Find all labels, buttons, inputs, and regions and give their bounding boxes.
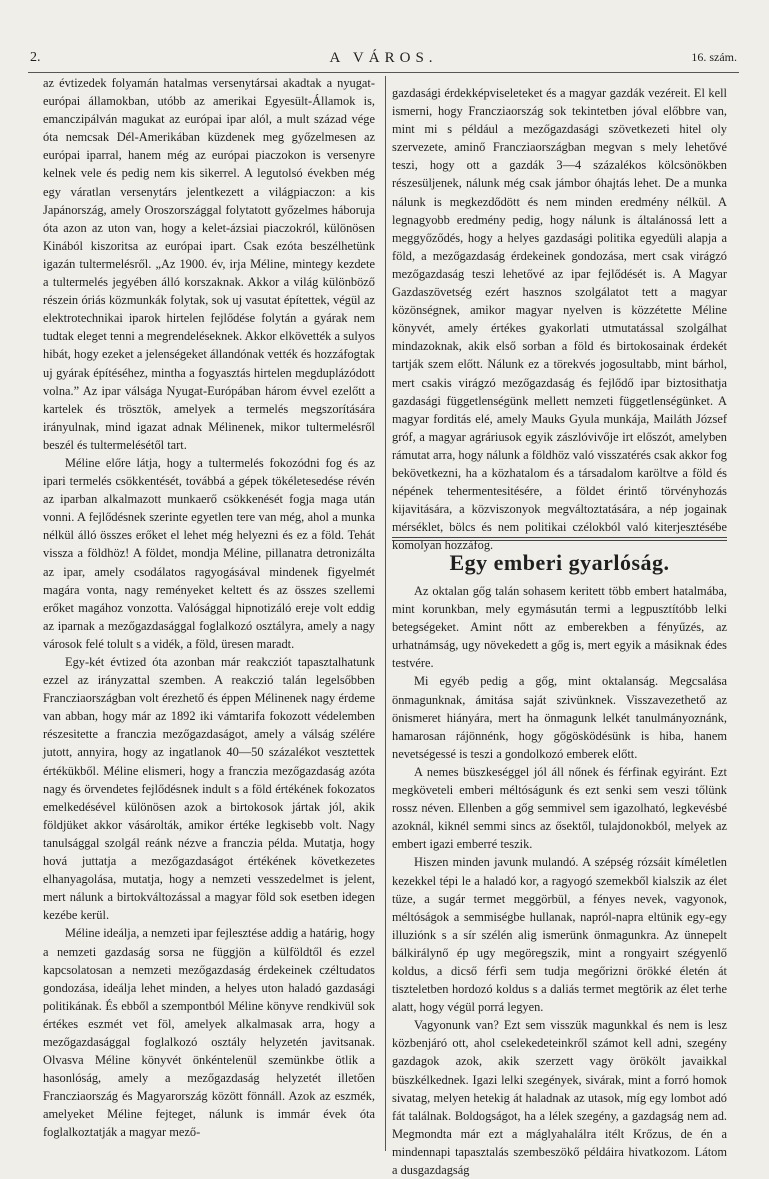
paragraph: A nemes büszkeséggel jól áll nőnek és férfinak egyiránt. Ezt megköveteli emberi méltóságunk és ezt senki sem veszi tőlünk rossz néven. Ellenben a gőg semmivel sem igazolható, legkevésbé azoknál, kiknél semmi sincs az ősektől, tulajdonokból, melyek az embert igazi emberré teszik. <box>392 764 727 852</box>
paragraph: az évtizedek folyamán hatalmas versenytársai akadtak a nyugat-európai államokban, utóbb az amerikai Egyesült-Államok is, emanczipálván magukat az európai ipar alól, a mult század vége óta nemcsak Dél-Amerikában küzdenek meg győzelmesen az európai iparral, hanem még az európai piaczokon is versenyre kelnek vele és pedig nem kis sikerrel. A legutolsó években még egy váratlan versenytárs jelentkezett a világpiaczon: a kis Japánország, amely Oroszországgal folytatott győzelmes háboruja óta azon az uton van, hogy a kelet-ázsiai piaczokról, különösen Kinából kiszoritsa az európai ipart. Csak ezóta beszélhetünk igazán tultermelésről. „Az 1900. év, irja Méline, mintegy kezdete a tultermelés jegyében álló korszaknak. Akkor a világ különböző részein óriás közmunkák folytak, sok uj vasutat építettek, végül az elektrotechnikai iparok hirtelen fejlődése folytán a gyárak nem tudtak eleget tenni a megrendeléseknek. Akkor elkövették a sulyos hibát, hogy ezeket a jelenségeket állandónak vették és hozzáfogtak uj gyárak építéséhez, mintha a fogyasztás hirtelen megduplázódott volna.” Az ipar válsága Nyugat-Európában három évvel ezelőtt a kartelek és trösztök, amelyek a termelés megszorítására irányulnak, mind igazat adnak Mélinenek, mikor tultermelésről beszél és tultermelésétől tart. <box>43 76 375 452</box>
paragraph: gazdasági érdekképviseleteket és a magyar gazdák vezéreit. El kell ismerni, hogy Francziaország sok tekintetben jóval előbbre van, mint mi s például a mezőgazdasági szövetkezeti hitel oly szervezete, aminő Francziaországban megvan s mely lehetővé teszi, hogy ott a gazdák 3—4 százalékos kölcsönökben részesüljenek, nálunk még csak jámbor óhajtás lehet. De a munka nálunk is megkezdődött és nem minden eredmény nélkül. A legnagyobb eredmény pedig, hogy nálunk is általánossá lett a meggyőződés, hogy a helyes gazdasági politika egyedüli alapja a föld, a mezőgazdaság érdekeinek gondozása, mert csak virágzó mezőgazdaság teszi lehetővé az ipar fejlődését is. A Magyar Gazdaszövetség ezért hasznos szolgálatot tett a magyar közönségnek, amikor magyar nyelven is közzétette Méline könyvét, amely értékes gyakorlati utmutatással szolgálhat mindazoknak, akik első sorban a föld és birtokosainak érdekét tartják szem előtt. Nálunk ez a törekvés jogosultabb, mint bárhol, mert csakis virágzó mezőgazdaság és fejlődő ipar biztosithatja gazdasági függetlenségünk mellett nemzeti függetlenségünket. A magyar forditás elé, amely Mauks Gyula munkája, Mailáth József gróf, a magyar agráriusok egyik zászlóvivője irt előszót, amelyben rámutat arra, hogy nálunk a földhöz való visszatérés csak akkor fog bekövetkezni, ha a közhatalom és a társadalom karöltve a föld és népének tehermentesitésére, a földet érintő törvényhozás kijavitására, a közviszonyok megváltoztatására, a nép jogainak mérséklet, bölcs és nem politikai czélokból való kiterjesztésébe komolyan hozzáfog. <box>392 86 727 553</box>
paragraph: Vagyonunk van? Ezt sem visszük magunkkal és nem is lesz közbenjáró ott, ahol cselekedeteinkről számot kell adni, szegény gazdagok azok, akik szerzett vagy örökölt javaikkal büszkélkednek. Igazi lelki szegények, sivárak, mint a forró homok sivatag, melyen hetekig át haladnak az utasok, míg egy lombot adó fát találnak. Boldogságot, ha a lélek szegény, a gazdagság nem ad. Megmondta már ezt a máglyahalálra itélt Krőzus, de én a mindennapi tapasztalás szembeszökő példáira hivatkozom. Látom a dusgazdagság <box>392 1018 727 1177</box>
header-rule <box>28 72 739 73</box>
column-divider <box>385 76 386 1151</box>
paragraph: Egy-két évtized óta azonban már reakcziót tapasztalhatunk ezzel az irányzattal szemben. A reakczió talán legelsőbben Francziaországban volt érezhető és éppen Mélinenek nagy érdeme van abban, hogy már az 1892 iki vámtarifa fokozott védelemben részesitette a franczia mezőgazdaságot, amely a válság szélére jutott, annyira, hogy az ingatlanok 40—50 százalékot vesztettek értékükből. Méline elismeri, hogy a franczia mezőgazdaság azóta nagy és örvendetes fejlődésnek indult s a föld értékének fokozatos emelkedésével különösen azok a birtokosok jártak jól, akik földjüket akkor vásárolták, amikor értéke legkisebb volt. Nagy tanulsággal szolgál reánk nézve a franczia példa. Mutatja, hogy hová juttatja a mezőgazdaságot értékének következetes elhanyagolása, mutatja, hogy a nemzeti vesszedelmet is jelent, mert nálunk a birtokváltozással a magyar föld sok esetben idegen kezébe kerül. <box>43 655 375 923</box>
page-number: 2. <box>30 50 41 65</box>
paragraph: Hiszen minden javunk mulandó. A szépség rózsáit kíméletlen kezekkel tépi le a haladó kor, a ragyogó szemekből kialszik az élet tüze, a sugár termet meggörbül, a fényes nevek, vagyonok, méltóságok a semmiségbe hullanak, napról-napra eltünik egy-egy illuziónk s a sír szélén alig ismerünk önmagunkra. Az ünnepelt bálkirálynő ép ugy megöregszik, mint a rongyairt szégyenlő koldus, a dicső férfi sem tudja megőrizni örökké életén át tiszteletben hordozó koldus s a daliás termet megtörik az élet terhe alatt, hogy végül porrá legyen. <box>392 855 727 1015</box>
article-title: Egy emberi gyarlóság. <box>449 550 670 575</box>
issue-number: 16. szám. <box>691 50 737 64</box>
left-column <box>43 74 375 1142</box>
section-rule <box>392 537 727 538</box>
running-header <box>30 50 737 72</box>
newspaper-title: A VÁROS. <box>329 50 438 66</box>
right-column-bottom <box>392 582 727 1179</box>
right-column-top <box>392 84 727 554</box>
paragraph: Méline ideálja, a nemzeti ipar fejlesztése addig a határig, hogy a nemzeti gazdaság sorsa ne függjön a külföldtől és ezzel kapcsolatosan a nemzeti mezőgazdaság érdekeinek czéltudatos gondozása, ideálja lehet minden, a helyes uton haladó gazdasági politikának. És ebből a szempontból Méline könyve rendkivül sok értékes eszmét vet föl, amelyek alkalmasak arra, hogy a mezőgazdasággal foglalkozó osztály helyzetén javitsanak. Olvasva Méline könyvét önkéntelenül szemünkbe ötlik a hasonlóság, amely a mezőgazdaság helyzetét illetően Francziaország és Magyarország között fönnáll. Azok az eszmék, amelyeket Méline fejteget, nálunk is immár évek óta foglalkoztatják a magyar mező- <box>43 926 375 1140</box>
paragraph: Méline előre látja, hogy a tultermelés fokozódni fog és az ipari termelés csökkentését, továbbá a gépek tökéletesedése révén az iparban alkalmazott munkaerő csökkenését fogja maga után vonni. A fejlődésnek szerinte egyetlen tere van még, ahol a munka nélkül álló összes erőket el lehet még helyezni és ez a föld. Tehát vissza a földhöz! A földet, mondja Méline, pillanatra detronizálta az ipar, amely csodálatos ragyogásával mindenek figyelmét magára vonta, nagy reményeket keltett és az összes szellemi erőket magához vonzotta. Valósággal hipnotizáló ereje volt eddig az iparnak a mezőgazdasággal foglalkozó osztályra, amely a nagy városok felé tolult s a vidék, a föld, üresen maradt. <box>43 455 375 651</box>
section-rule <box>392 540 727 541</box>
paragraph: Az oktalan gőg talán sohasem keritett több embert hatalmába, mint korunkban, mely egymásután termi a legpusztítóbb lelki betegségeket. Amint nőtt az emberekben a fényűzés, az urhatnámság, ugy növekedett a gőg is, mert egyik a másiknak édes testvére. <box>392 584 727 671</box>
paragraph: Mi egyéb pedig a gőg, mint oktalanság. Megcsalása önmagunknak, ámitása saját szivünknek. Visszavezethető az önismeret hiányára, mert ha önmagunk lelkét tanulmányoznánk, hamarosan rájönnénk, hogy gőgösködésünk is hiba, hanem nevetségessé is teszi a gondolkozó emberek előtt. <box>392 674 727 761</box>
